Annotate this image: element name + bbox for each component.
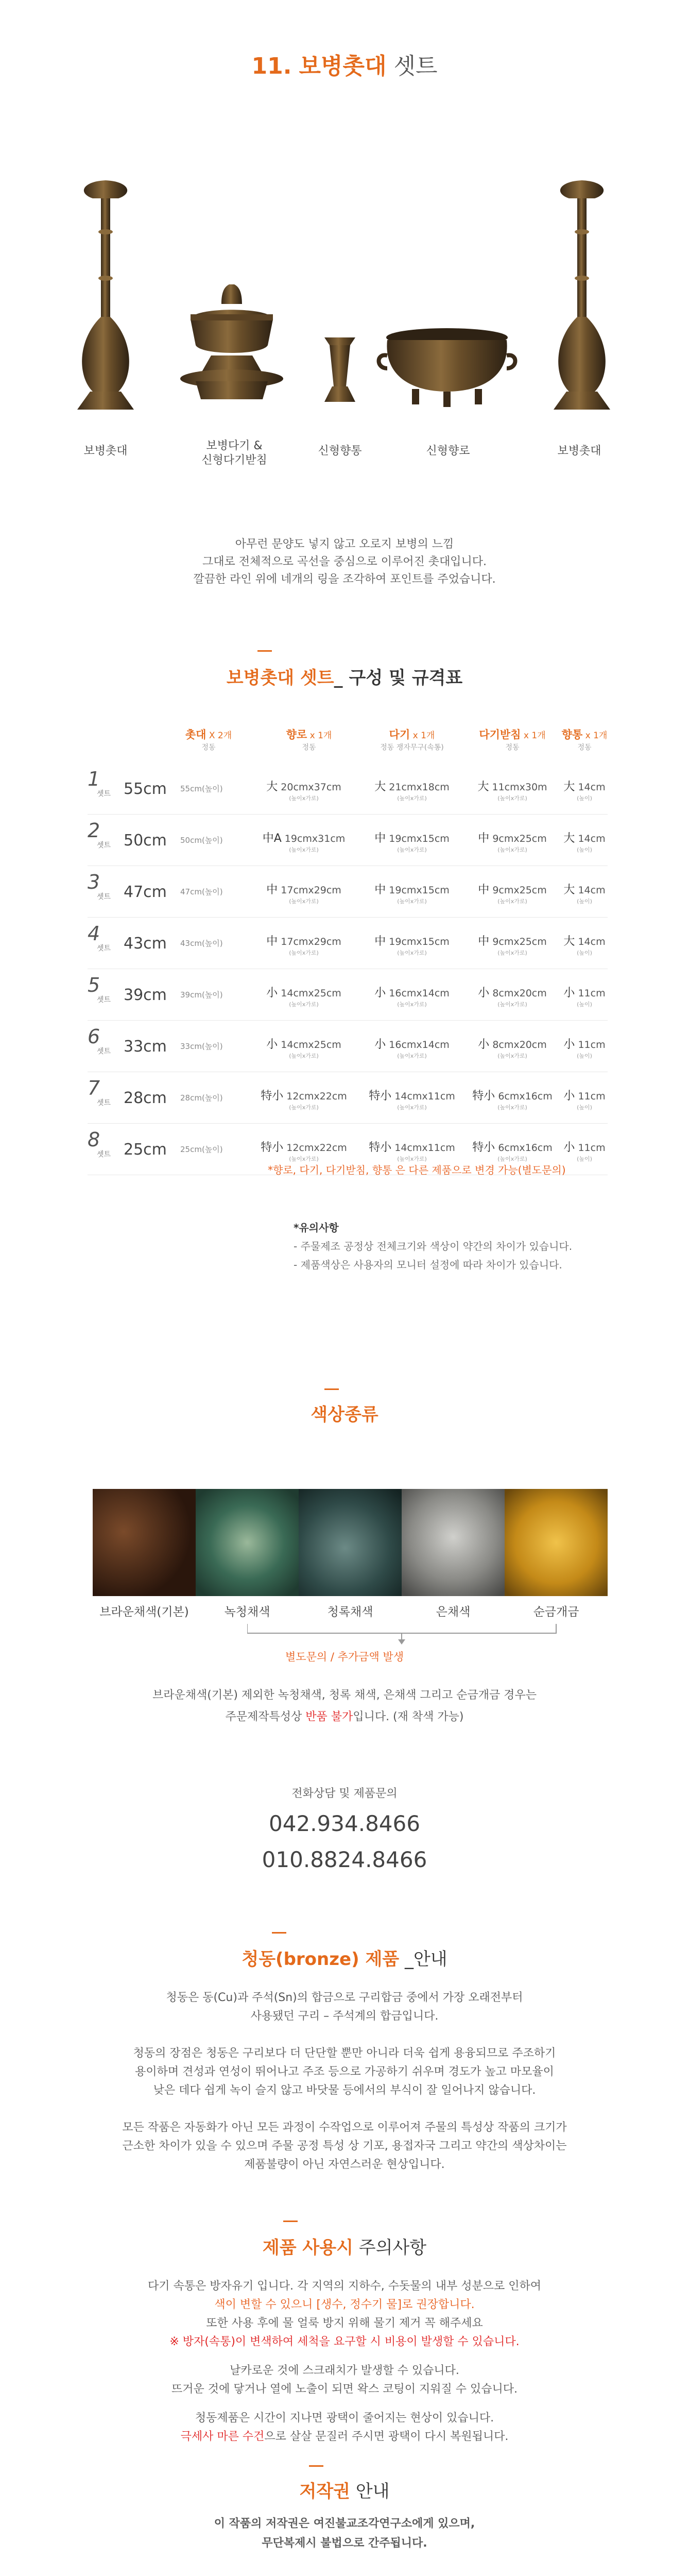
row-candle-size: 55cm(높이) [180, 784, 223, 793]
dimension-unit: (높이x가로) [289, 795, 319, 802]
dimension-unit: (높이x가로) [497, 795, 527, 802]
size-grade: 中 [266, 884, 278, 896]
dimension-unit: (높이x가로) [397, 1001, 427, 1008]
size-grade: 小 [266, 1038, 278, 1051]
extra-cost-label: 별도문의 / 추가금액 발생 [285, 1651, 404, 1663]
row-stand-cell [463, 1036, 561, 1060]
spec-heading-tick [257, 650, 272, 652]
row-tea-cell [363, 1036, 461, 1060]
header-tea-stand: 다기받침 x 1개 정동 [479, 728, 546, 752]
row-set-label: 셋트 [97, 841, 111, 850]
row-tea-cell [363, 1139, 461, 1163]
size-grade: 小 [563, 987, 575, 999]
spec-table-row [88, 814, 608, 866]
dimension-unit: (높이x가로) [397, 1053, 427, 1059]
dimension-unit: (높이) [577, 950, 592, 956]
dimension: 9cmx25cm [492, 833, 547, 844]
swatch-gold [505, 1489, 608, 1596]
dimension: 19cmx31cm [284, 833, 346, 844]
size-grade: 大 [563, 884, 575, 896]
row-set-label: 셋트 [97, 1047, 111, 1056]
dimension-unit: (높이x가로) [397, 1104, 427, 1111]
dimension-unit: (높이x가로) [497, 1053, 527, 1059]
row-height: 28cm [124, 1089, 167, 1107]
dimension-unit: (높이) [577, 1156, 592, 1162]
dimension: 19cmx15cm [389, 885, 450, 896]
dimension-unit: (높이x가로) [497, 1104, 527, 1111]
dimension: 19cmx15cm [389, 833, 450, 844]
dimension-unit: (높이x가로) [289, 898, 319, 905]
candle-stick-right [554, 180, 610, 410]
row-incense-cell [257, 829, 350, 854]
row-stand-cell [463, 829, 561, 854]
dimension-unit: (높이) [577, 846, 592, 853]
dimension: 14cm [578, 833, 606, 844]
row-stand-cell [463, 1087, 561, 1111]
size-grade: 大 [266, 781, 278, 793]
size-grade: 特小 [261, 1141, 284, 1154]
row-tea-cell [363, 933, 461, 957]
size-grade: 小 [563, 1038, 575, 1051]
dimension: 19cmx15cm [389, 936, 450, 947]
color-label-silver: 은채색 [436, 1605, 471, 1619]
swatch-green-patina [196, 1489, 299, 1596]
row-tea-cell [363, 829, 461, 854]
size-grade: 大 [477, 781, 489, 793]
row-tea-cell [363, 1087, 461, 1111]
size-grade: 大 [563, 832, 575, 845]
row-incense-cell [257, 881, 350, 905]
header-incense-holder: 향통 x 1개 정동 [561, 728, 608, 752]
dimension: 12cmx22cm [286, 1142, 347, 1154]
dimension-unit: (높이) [577, 1001, 592, 1008]
row-number: 3 [88, 871, 100, 893]
row-holder-cell [559, 1087, 610, 1111]
incense-burner [379, 328, 515, 407]
row-number: 4 [88, 922, 100, 945]
dimension: 17cmx29cm [281, 936, 341, 947]
dimension-unit: (높이x가로) [397, 795, 427, 802]
row-candle-size: 25cm(높이) [180, 1145, 223, 1154]
size-grade: 中 [374, 884, 386, 896]
spec-footnote: *향로, 다기, 다기받침, 향통 은 다른 제품으로 변경 가능(별도문의) [268, 1164, 566, 1176]
product-label-incense-holder: 신형향통 [318, 445, 362, 457]
dimension-unit: (높이x가로) [497, 898, 527, 905]
row-holder-cell [559, 778, 610, 802]
spec-table-header [88, 726, 608, 757]
dimension-unit: (높이x가로) [289, 1053, 319, 1059]
row-stand-cell [463, 984, 561, 1008]
dimension-unit: (높이x가로) [289, 846, 319, 853]
size-grade: 中 [266, 935, 278, 948]
usage-heading: 제품 사용시 주의사항 [262, 2238, 427, 2258]
usage-heading-tick [283, 2221, 298, 2222]
size-grade: 特小 [369, 1141, 392, 1154]
size-grade: 大 [563, 781, 575, 793]
row-incense-cell [257, 984, 350, 1008]
size-grade: 小 [478, 1038, 490, 1051]
swatch-brown [93, 1489, 196, 1596]
row-holder-cell [559, 829, 610, 854]
copyright-heading-tick [309, 2465, 323, 2467]
row-stand-cell [463, 881, 561, 905]
notes-title: *유의사항 [294, 1222, 339, 1234]
dimension: 14cmx25cm [281, 988, 341, 999]
row-holder-cell [559, 1036, 610, 1060]
dimension: 11cm [578, 988, 606, 999]
dimension-unit: (높이) [577, 1104, 592, 1111]
bronze-heading: 청동(bronze) 제품 _안내 [242, 1949, 447, 1970]
dimension: 9cmx25cm [492, 936, 547, 947]
swatch-teal [299, 1489, 402, 1596]
dimension: 16cmx14cm [389, 988, 450, 999]
row-height: 55cm [124, 780, 167, 798]
row-incense-cell [257, 1036, 350, 1060]
dimension-unit: (높이x가로) [397, 898, 427, 905]
row-number: 7 [88, 1077, 100, 1099]
row-candle-size: 28cm(높이) [180, 1093, 223, 1103]
notes-item: - 제품색상은 사용자의 모니터 설정에 따라 차이가 있습니다. [294, 1259, 562, 1271]
product-label-incense-burner: 신형향로 [426, 445, 470, 457]
dimension: 11cm [578, 1091, 606, 1102]
row-incense-cell [257, 1139, 350, 1163]
row-incense-cell [257, 778, 350, 802]
header-tea-cup: 다기 x 1개 정동 쟁자무구(속통) [380, 728, 444, 752]
row-stand-cell [463, 1139, 561, 1163]
dimension: 6cmx16cm [498, 1091, 553, 1102]
bronze-heading-tick [272, 1932, 286, 1934]
size-grade: 中 [478, 884, 490, 896]
size-grade: 中 [374, 832, 386, 845]
copyright-text: 이 작품의 저작권은 여진불교조각연구소에게 있으며, 무단복제시 불법으로 간주됩니다. [214, 2517, 475, 2550]
size-grade: 大 [374, 781, 386, 793]
row-set-label: 셋트 [97, 790, 111, 798]
size-grade: 小 [478, 987, 490, 999]
size-grade: 中 [478, 935, 490, 948]
dimension-unit: (높이) [577, 795, 592, 802]
intro-text: 아무런 문양도 넣지 않고 오로지 보병의 느낌 그대로 전체적으로 곡선을 중심으로 이루어진 촛대입니다. 깔끔한 라인 위에 네개의 링을 조각하여 포인트를 주었습니다. [193, 538, 496, 586]
color-label-green-patina: 녹청채색 [224, 1605, 270, 1619]
size-grade: 特小 [472, 1090, 495, 1103]
color-label-brown: 브라운채색(기본) [99, 1605, 189, 1619]
row-height: 43cm [124, 935, 167, 953]
size-grade: 大 [563, 935, 575, 948]
row-number: 8 [88, 1128, 100, 1151]
product-label-candle-right: 보병촛대 [557, 445, 601, 457]
size-grade: 小 [374, 987, 386, 999]
spec-heading: 보병촛대 셋트_ 구성 및 규격표 [226, 668, 463, 688]
row-holder-cell [559, 984, 610, 1008]
tea-cup [180, 284, 283, 399]
row-incense-cell [257, 1087, 350, 1111]
color-description: 브라운채색(기본) 제외한 녹청채색, 청록 채색, 은채색 그리고 순금개금 경우는 주문제작특성상 반품 불가입니다. (재 착색 가능) [152, 1689, 537, 1723]
row-set-label: 셋트 [97, 944, 111, 953]
row-stand-cell [463, 933, 561, 957]
row-candle-size: 39cm(높이) [180, 990, 223, 999]
spec-table-row [88, 969, 608, 1021]
candle-stick-left [77, 180, 134, 410]
dimension: 9cmx25cm [492, 885, 547, 896]
dimension: 20cmx37cm [281, 782, 341, 793]
row-candle-size: 47cm(높이) [180, 887, 223, 896]
row-incense-cell [257, 933, 350, 957]
row-set-label: 셋트 [97, 996, 111, 1004]
row-height: 25cm [124, 1141, 167, 1159]
size-grade: 中 [478, 832, 490, 845]
copyright-heading: 저작권 안내 [299, 2481, 390, 2502]
row-holder-cell [559, 933, 610, 957]
dimension-unit: (높이) [577, 898, 592, 905]
row-tea-cell [363, 881, 461, 905]
spec-table-row [88, 1020, 608, 1072]
notes-item: - 주물제조 공정상 전체크기와 색상이 약간의 차이가 있습니다. [294, 1240, 573, 1252]
spec-table-row [88, 917, 608, 969]
size-grade: 小 [563, 1141, 575, 1154]
size-grade: 小 [563, 1090, 575, 1103]
row-candle-size: 43cm(높이) [180, 939, 223, 948]
size-grade: 小 [266, 987, 278, 999]
row-candle-size: 50cm(높이) [180, 836, 223, 845]
row-set-label: 셋트 [97, 1099, 111, 1107]
notes [294, 1218, 572, 1274]
dimension: 8cmx20cm [492, 1039, 547, 1050]
dimension: 8cmx20cm [492, 988, 547, 999]
product-label-candle-left: 보병촛대 [83, 445, 128, 457]
row-holder-cell [559, 1139, 610, 1163]
dimension: 21cmx18cm [389, 782, 450, 793]
size-grade: 中A [262, 832, 282, 845]
row-height: 47cm [124, 883, 167, 901]
spec-table-row [88, 762, 608, 815]
color-label-gold: 순금개금 [533, 1605, 579, 1619]
dimension-unit: (높이x가로) [289, 1001, 319, 1008]
dimension: 14cmx25cm [281, 1039, 341, 1050]
dimension-unit: (높이x가로) [289, 950, 319, 956]
size-grade: 特小 [369, 1090, 392, 1103]
color-heading: 색상종류 [311, 1404, 378, 1425]
contact-phone-2[interactable]: 010.8824.8466 [262, 1847, 427, 1872]
dimension: 14cm [578, 936, 606, 947]
dimension: 14cm [578, 782, 606, 793]
row-number: 6 [88, 1025, 100, 1048]
contact-label: 전화상담 및 제품문의 [291, 1787, 398, 1800]
dimension-unit: (높이x가로) [289, 1104, 319, 1111]
size-grade: 特小 [472, 1141, 495, 1154]
product-set-image [0, 170, 689, 438]
dimension: 14cmx11cm [394, 1142, 455, 1154]
dimension-unit: (높이x가로) [497, 1001, 527, 1008]
header-incense-burner: 향로 x 1개 정동 [286, 728, 332, 752]
swatch-silver [402, 1489, 505, 1596]
dimension: 16cmx14cm [389, 1039, 450, 1050]
dimension-unit: (높이x가로) [289, 1156, 319, 1162]
spec-table-row [88, 866, 608, 918]
row-tea-cell [363, 778, 461, 802]
row-height: 33cm [124, 1038, 167, 1056]
page-title: 11. 보병촛대 셋트 [251, 53, 438, 79]
contact-phone-1[interactable]: 042.934.8466 [269, 1811, 420, 1836]
incense-holder [324, 337, 355, 402]
dimension-unit: (높이) [577, 1053, 592, 1059]
usage-text: 다기 속통은 방자유기 입니다. 각 지역의 지하수, 수돗물의 내부 성분으로 인하여 색이 변할 수 있으니 [생수, 정수기 물]로 권장합니다. 또한 사용 후에 물 얼룩 방지 위해 물기 제거 꼭 해주세요 ※ 방자(속통)이 변색하여 세척을 요구할 시 비용이 발생할 수 있습니다. 날카로운 것에 스크래치가 발생할 수 있습니다. 뜨거운 것에 닿거나 열에 노출이 되면 왁스 코팅이 지워질 수 있습니다. 청동제품은 시간이 지나면 광택이 줄어지는 현상이 있습니다. 극세사 마른 수건으로 살살 문질러 주시면 광택이 다시 복원됩니다. [148, 2280, 541, 2443]
row-height: 50cm [124, 832, 167, 850]
dimension: 11cm [578, 1142, 606, 1154]
row-number: 1 [88, 768, 100, 790]
dimension: 14cm [578, 885, 606, 896]
size-grade: 特小 [261, 1090, 284, 1103]
dimension-unit: (높이x가로) [397, 950, 427, 956]
dimension-unit: (높이x가로) [397, 846, 427, 853]
dimension-unit: (높이x가로) [497, 950, 527, 956]
header-candle: 촛대 X 2개 정동 [185, 728, 232, 752]
dimension: 17cmx29cm [281, 885, 341, 896]
row-set-label: 셋트 [97, 893, 111, 901]
dimension: 6cmx16cm [498, 1142, 553, 1154]
size-grade: 中 [374, 935, 386, 948]
size-grade: 小 [374, 1038, 386, 1051]
row-set-label: 셋트 [97, 1150, 111, 1159]
color-label-teal: 청록채색 [327, 1605, 373, 1619]
dimension: 11cm [578, 1039, 606, 1050]
row-number: 5 [88, 974, 100, 996]
row-tea-cell [363, 984, 461, 1008]
spec-table-row [88, 1072, 608, 1124]
dimension: 11cmx30m [492, 782, 547, 793]
row-number: 2 [88, 819, 100, 842]
dimension-unit: (높이x가로) [397, 1156, 427, 1162]
dimension-unit: (높이x가로) [497, 1156, 527, 1162]
dimension: 12cmx22cm [286, 1091, 347, 1102]
row-height: 39cm [124, 986, 167, 1004]
color-heading-tick [324, 1388, 339, 1390]
bronze-text: 청동은 동(Cu)과 주석(Sn)의 합금으로 구리합금 중에서 가장 오래전부터 사용됐던 구리 – 주석계의 합금입니다. 청동의 장점은 청동은 구리보다 더 단단할 뿐만 아니라 더욱 쉽게 용융되므로 주조하기 용이하며 견성과 연성이 뛰어나고 주조 등으로 가공하기 쉬우며 경도가 높고 마모율이 낮은 데다 쉽게 녹이 슬지 않고 바닷물 등에서의 부식이 잘 일어나지 않습니다. 모든 작품은 자동화가 아닌 모든 과정이 수작업으로 이루어져 주물의 특성상 작품의 크기가 근소한 차이가 있을 수 있으며 주물 공정 특성 상 기포, 용접자국 그리고 약간의 색상차이는 제품불량이 아닌 자연스러운 현상입니다. [122, 1991, 567, 2171]
dimension: 14cmx11cm [394, 1091, 455, 1102]
product-label-tea-cup: 보병다기 & 신형다기받침 [201, 439, 267, 467]
dimension-unit: (높이x가로) [497, 846, 527, 853]
row-stand-cell [463, 778, 561, 802]
row-candle-size: 33cm(높이) [180, 1042, 223, 1051]
row-holder-cell [559, 881, 610, 905]
